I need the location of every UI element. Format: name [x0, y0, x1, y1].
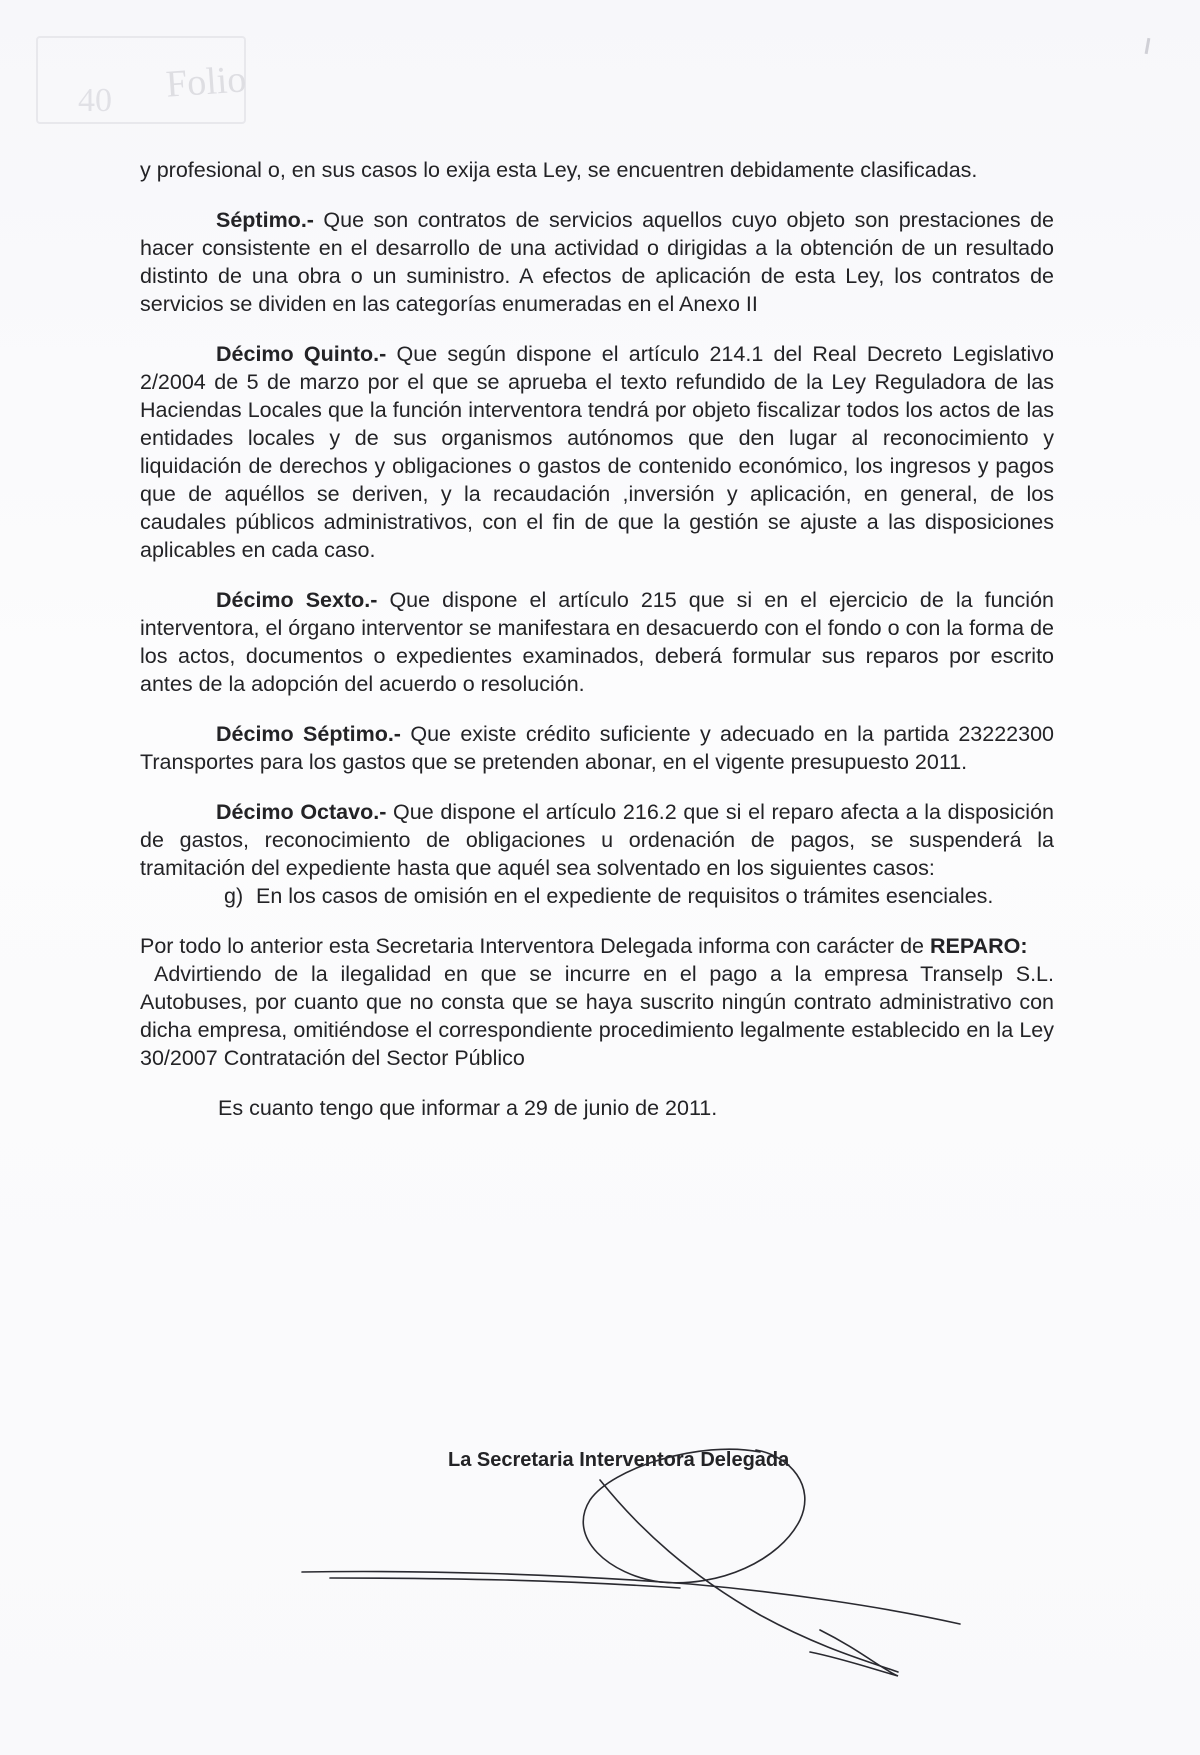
heading-septimo: Séptimo.- [216, 208, 314, 232]
intro-continuation: y profesional o, en sus casos lo exija esta Ley, se encuentren debidamente clasificadas. [140, 158, 978, 182]
list-text-g: En los casos de omisión en el expediente de requisitos o trámites esenciales. [256, 884, 994, 908]
body-decimo-sexto: Que dispone el artículo 215 que si en el ejercicio de la función interventora, el órgano interventor se manifestara en desacuerdo con el fondo o con la forma de los actos, documentos o expedientes examinados, deberá formular sus reparos por escrito antes de la adopción del acuerdo o resolución. [140, 588, 1054, 696]
heading-decimo-octavo: Décimo Octavo.- [216, 800, 387, 824]
document-body [140, 156, 1054, 1122]
paragraph-septimo [140, 206, 1054, 318]
folio-number: 40 [78, 82, 112, 119]
list-marker-g: g) [224, 884, 244, 908]
reparo-label: REPARO: [929, 934, 1028, 958]
paragraph-por-todo [140, 932, 1054, 960]
paragraph-decimo-octavo [140, 798, 1054, 882]
body-decimo-quinto: Que según dispone el artículo 214.1 del Real Decreto Legislativo 2/2004 de 5 de marzo por el que se aprueba el texto refundido de la Ley Reguladora de las Haciendas Locales que la función interventora tendrá por objeto fiscalizar todos los actos de las entidades locales y de sus organismos autónomos que den lugar al reconocimiento y liquidación de derechos y obligaciones o gastos de contenido económico, los ingresos y pagos que de aquéllos se deriven, y la recaudación ,inversión y aplicación, en general, de los caudales públicos administrativos, con el fin de que la gestión se ajuste a las disposiciones aplicables en cada caso. [140, 342, 1054, 562]
body-decimo-octavo: Que dispone el artículo 216.2 que si el reparo afecta a la disposición de gastos, reconocimiento de obligaciones u ordenación de pagos, se suspenderá la tramitación del expediente hasta que aquél sea solventado en los siguientes casos: [140, 800, 1054, 880]
closing-line: Es cuanto tengo que informar a 29 de junio de 2011. [218, 1096, 718, 1120]
heading-decimo-quinto: Décimo Quinto.- [216, 342, 387, 366]
corner-mark [1145, 38, 1151, 54]
body-septimo: Que son contratos de servicios aquellos cuyo objeto son prestaciones de hacer consistente en el desarrollo de una actividad o dirigidas a la obtención de un resultado distinto de una obra o un suministro. A efectos de aplicación de esta Ley, los contratos de servicios se dividen en las categorías enumeradas en el Anexo II [140, 208, 1054, 316]
folio-label: Folio [164, 58, 248, 106]
paragraph-decimo-sexto [140, 586, 1054, 698]
paragraph-decimo-septimo [140, 720, 1054, 776]
list-item-g [224, 882, 1054, 910]
paragraph-decimo-quinto [140, 340, 1054, 564]
signature-title: La Secretaria Interventora Delegada [448, 1449, 790, 1471]
por-todo-text: Por todo lo anterior esta Secretaria Interventora Delegada informa con carácter de [140, 934, 930, 958]
heading-decimo-sexto: Décimo Sexto.- [216, 588, 378, 612]
paragraph-advirtiendo: Advirtiendo de la ilegalidad en que se incurre en el pago a la empresa Transelp S.L. Autobuses, por cuanto que no consta que se haya suscrito ningún contrato administrativo con dicha empresa, omitiéndose el correspondiente procedimiento legalmente establecido en la Ley 30/2007 Contratación del Sector Público [140, 962, 1054, 1070]
folio-stamp [36, 36, 246, 124]
body-decimo-septimo: Que existe crédito suficiente y adecuado en la partida 23222300 Transportes para los gastos que se pretenden abonar, en el vigente presupuesto 2011. [140, 722, 1054, 774]
heading-decimo-septimo: Décimo Séptimo.- [216, 722, 401, 746]
